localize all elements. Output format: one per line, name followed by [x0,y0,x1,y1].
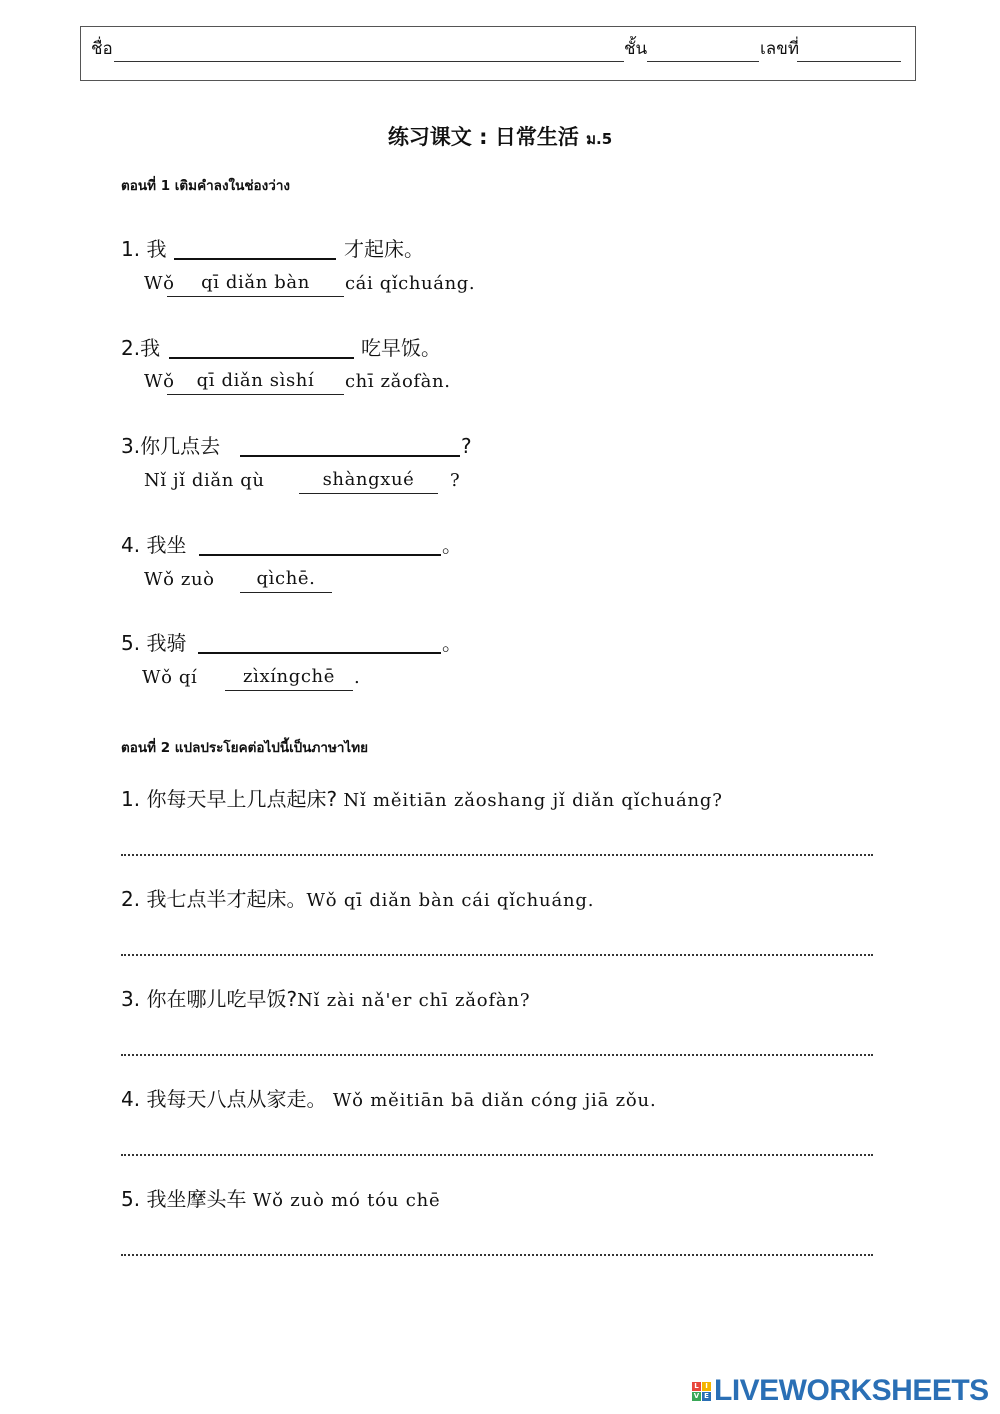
part2-item4 [121,1086,656,1114]
item-cn-before: 1. 我 [121,237,167,261]
part1-item2-chinese: 2.我 [121,336,161,360]
item-py-before: Nǐ jǐ diǎn qù [144,470,265,491]
item-py-before: Wǒ [144,273,175,294]
item-pinyin: Wǒ qī diǎn bàn cái qǐchuáng. [306,890,595,911]
title-level: ม.5 [586,130,613,148]
item-chinese: 2. 我七点半才起床。 [121,887,307,911]
part2-item3-answer-line[interactable] [121,1054,873,1056]
part1-item3-answer[interactable]: shàngxué [299,469,438,494]
number-field[interactable] [797,61,901,62]
part2-item2-answer-line[interactable] [121,954,873,956]
item-py-after: cái qǐchuáng. [345,273,476,294]
item-pinyin: Nǐ zài nǎ'er chī zǎofàn? [297,990,531,1011]
item-cn-after: 才起床。 [344,237,424,261]
part1-item1-answer[interactable]: qī diǎn bàn [167,272,344,297]
item-py-after: . [354,667,361,688]
item-chinese: 4. 我每天八点从家走。 [121,1087,327,1111]
part1-item5-answer[interactable]: zìxíngchē [225,666,353,691]
part1-heading: ตอนที่ 1 เติมคำลงในช่องว่าง [121,178,290,194]
title-main: 练习课文 : 日常生活 [387,125,579,149]
part1-item4-chinese: 4. 我坐 [121,533,187,557]
item-pinyin: Nǐ měitiān zǎoshang jǐ diǎn qǐchuáng? [343,790,723,811]
logo-letter: V [693,1391,700,1400]
part2-item5-answer-line[interactable] [121,1254,873,1256]
item-cn-after: 。 [442,533,462,557]
part1-item1-chinese [121,236,166,262]
student-info-box [80,26,916,81]
item-py-before: Wǒ zuò [144,569,215,590]
part2-item5 [121,1186,440,1214]
name-field[interactable] [114,61,624,62]
item-chinese: 1. 你每天早上几点起床? [121,787,338,811]
liveworksheets-logo[interactable] [692,1374,989,1408]
part2-item1-answer-line[interactable] [121,854,873,856]
item-py-after: chī zǎofàn. [345,371,451,392]
item-chinese: 5. 我坐摩头车 [121,1187,247,1211]
part1-item4-answer[interactable]: qìchē. [240,568,332,593]
logo-brand-text: LIVEWORKSHEETS [714,1374,989,1407]
class-field[interactable] [647,61,759,62]
part1-item3-blank[interactable] [240,455,460,457]
logo-mark-icon [692,1382,711,1401]
item-py-before: Wǒ [144,371,175,392]
item-py-before: Wǒ qí [142,667,198,688]
item-py-after: ? [450,470,461,491]
name-label: ชื่อ [91,39,113,59]
part1-item5-blank[interactable] [198,652,441,654]
page-title [0,121,1000,151]
part2-item1 [121,786,723,814]
number-label: เลขที่ [760,39,800,59]
item-chinese: 3. 你在哪儿吃早饭? [121,987,298,1011]
part1-item5-chinese: 5. 我骑 [121,631,187,655]
part1-item1-blank[interactable] [174,258,336,260]
part2-item2 [121,886,594,914]
logo-letter: E [702,1392,711,1401]
class-label: ชั้น [624,39,648,59]
logo-letter: I [702,1382,711,1391]
part2-item4-answer-line[interactable] [121,1154,873,1156]
item-pinyin: Wǒ zuò mó tóu chē [252,1190,441,1211]
item-cn-after: ? [461,434,472,458]
part2-heading: ตอนที่ 2 แปลประโยคต่อไปนี้เป็นภาษาไทย [121,740,369,756]
item-cn-after: 。 [442,631,462,655]
part1-item2-blank[interactable] [169,357,354,359]
part1-item3-chinese: 3.你几点去 [121,434,221,458]
item-pinyin: Wǒ měitiān bā diǎn cóng jiā zǒu. [332,1090,657,1111]
item-cn-after: 吃早饭。 [361,336,441,360]
part1-item2-answer[interactable]: qī diǎn sìshí [167,370,344,395]
part2-item3 [121,986,530,1014]
logo-letter: L [692,1382,701,1391]
part1-item4-blank[interactable] [199,554,441,556]
